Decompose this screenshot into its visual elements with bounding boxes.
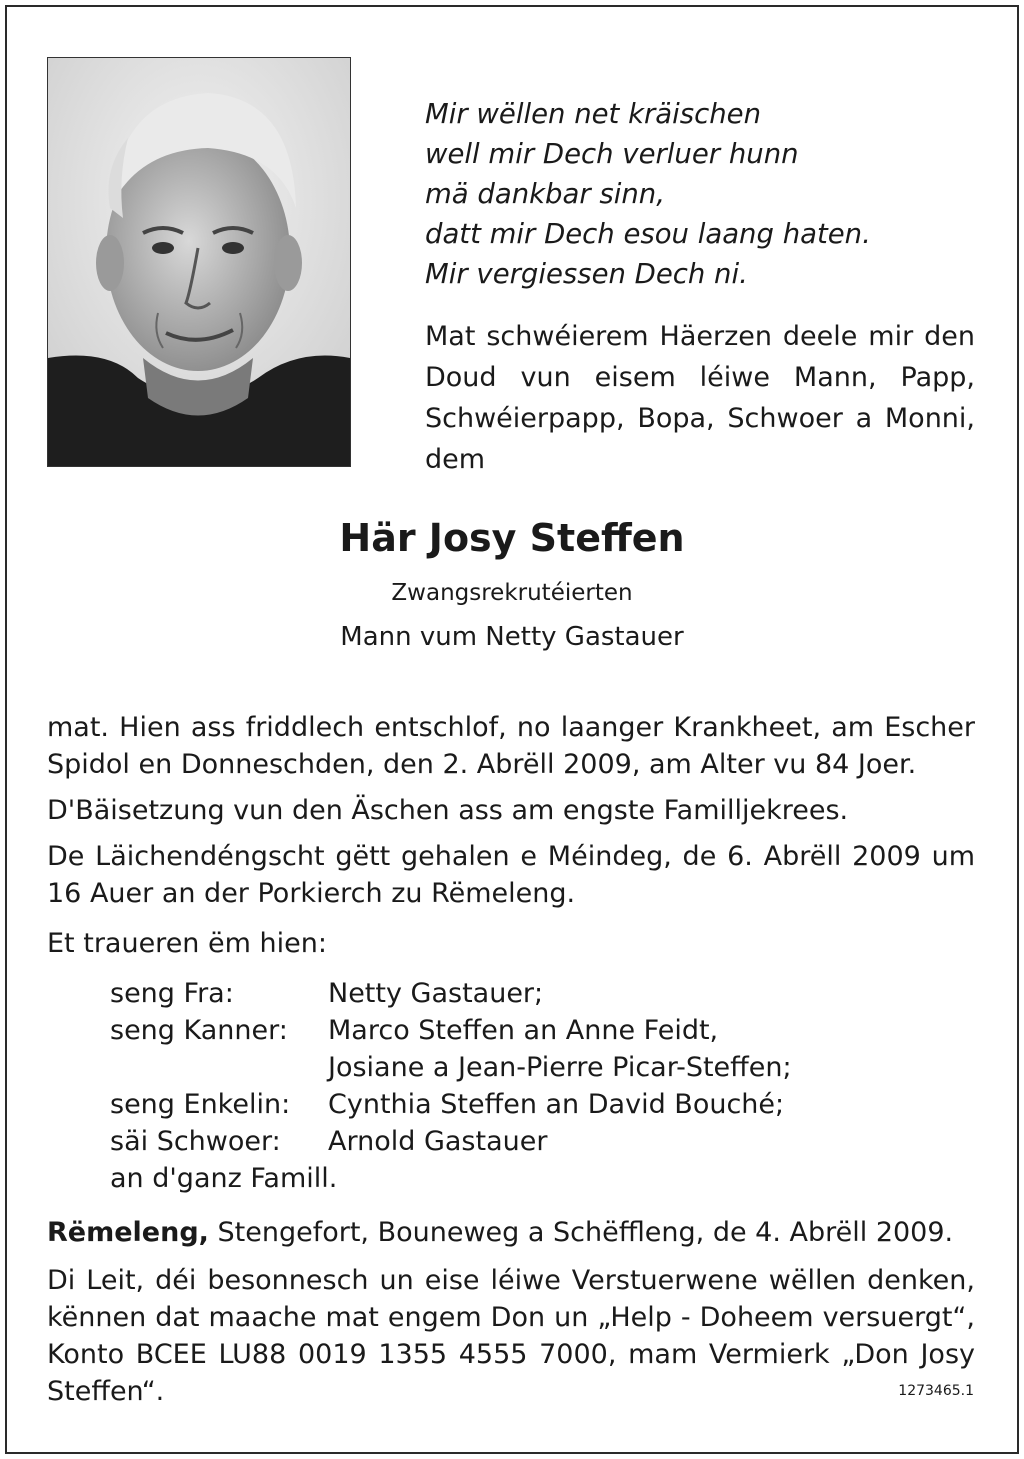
place-date-line [47,1214,975,1251]
mourner-row [110,975,792,1012]
mourner-relation: an d'ganz Famill. [110,1163,338,1194]
intro-text: Mat schwéierem Häerzen deele mir den Doud vun eisem léiwe Mann, Papp, Schwéierpapp, Bopa, Schwoer a Monni, dem [425,321,975,475]
mourner-names: Netty Gastauer; [328,978,544,1009]
mourner-row [110,1123,792,1160]
portrait-photo [47,57,351,467]
place-name: Rëmeleng, [47,1217,209,1248]
poem-line: datt mir Dech esou laang haten. [425,218,871,250]
mourner-row [110,1086,792,1123]
mourner-names: Arnold Gastauer [328,1126,548,1157]
mourner-relation: seng Fra: [110,978,234,1009]
mourner-row [110,1049,792,1086]
deceased-spouse: Mann vum Netty Gastauer [340,622,684,652]
mourner-relation: säi Schwoer: [110,1126,281,1157]
mourners-heading: Et traueren ëm hien: [47,928,327,959]
mourner-relation: seng Enkelin: [110,1089,291,1120]
mourner-relation: seng Kanner: [110,1015,288,1046]
mourners-list [110,975,792,1197]
death-announcement: mat. Hien ass friddlech entschlof, no laanger Krankheet, am Escher Spidol en Donneschden, den 2. Abrëll 2009, am Alter vu 84 Joer. [47,712,975,780]
reference-number: 1273465.1 [898,1383,974,1399]
poem-line: Mir vergiessen Dech ni. [425,258,748,290]
poem-line: mä dankbar sinn, [425,178,665,210]
deceased-title: Zwangsrekrutéierten [391,580,633,606]
mourner-row [110,1012,792,1049]
poem-line: Mir wëllen net kräischen [425,98,762,130]
mourner-names: Marco Steffen an Anne Feidt, [328,1015,719,1046]
mourner-relation [110,1049,328,1086]
place-date-rest: Stengefort, Bouneweg a Schëffleng, de 4. Abrëll 2009. [208,1217,954,1248]
burial-note: D'Bäisetzung vun den Äschen ass am engste Familljekrees. [47,795,849,826]
mourner-names: Cynthia Steffen an David Bouché; [328,1089,785,1120]
donation-note: Di Leit, déi besonnesch un eise léiwe Verstuerwene wëllen denken, kënnen dat maache mat engem Don un „Help - Doheem versuergt“, Konto BCEE LU88 0019 1355 4555 7000, mam Vermierk „Don Josy Steffen“. [47,1265,975,1407]
funeral-service-note: De Läichendéngscht gëtt gehalen e Méindeg, de 6. Abrëll 2009 um 16 Auer an der Porkierch zu Rëmeleng. [47,841,975,909]
mourner-names: Josiane a Jean-Pierre Picar-Steffen; [328,1052,792,1083]
deceased-name: Här Josy Steffen [339,516,685,560]
mourner-row [110,1160,792,1197]
poem-line: well mir Dech verluer hunn [425,138,799,170]
memorial-poem [425,94,985,294]
